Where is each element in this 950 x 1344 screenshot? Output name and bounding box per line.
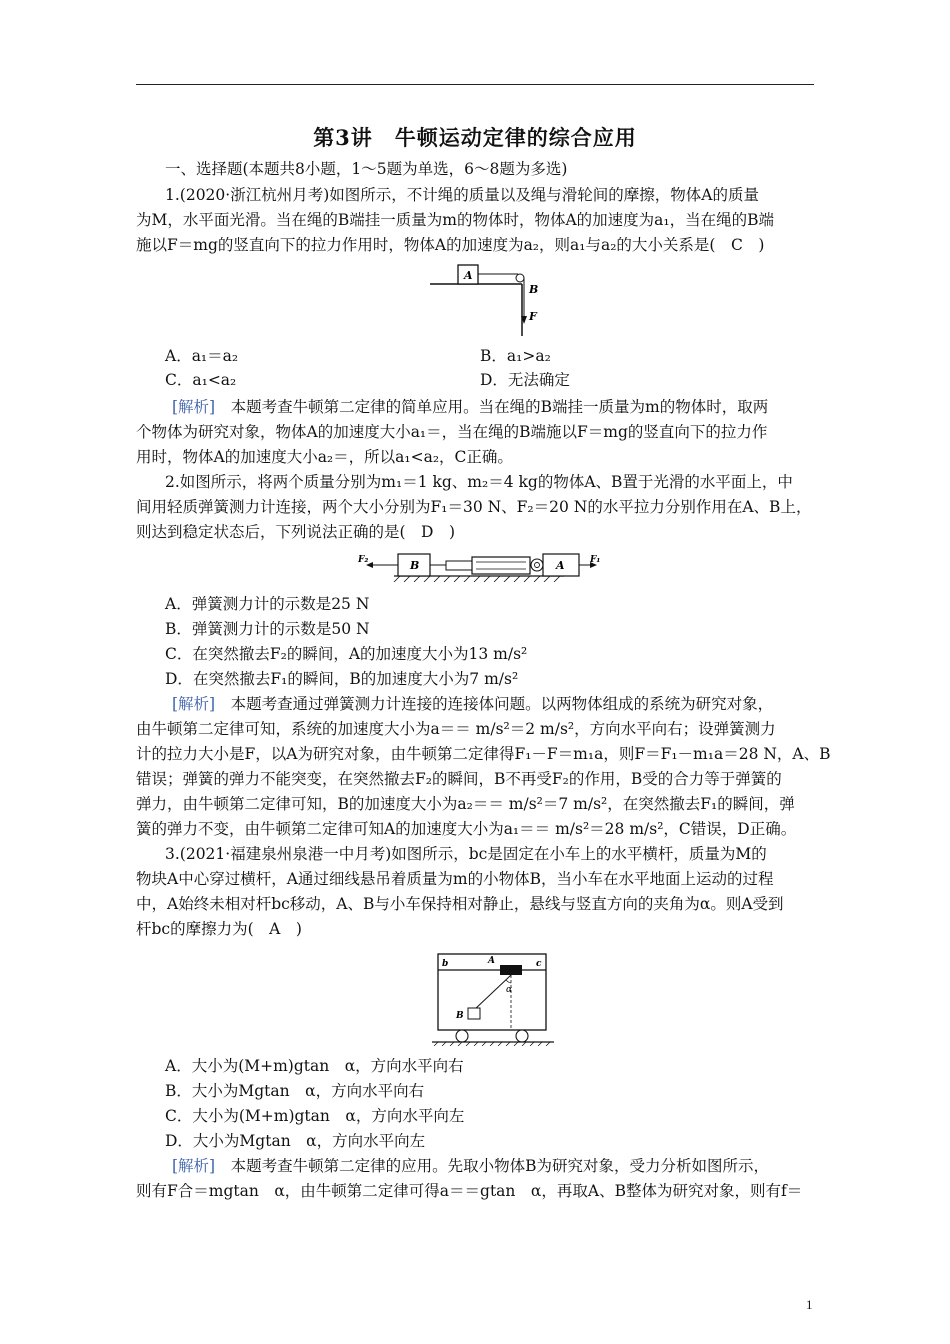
q1-option: A．a₁＝a₂	[165, 347, 239, 365]
q2-line: 2.如图所示，将两个质量分别为m₁＝1 kg、m₂＝4 kg的物体A、B置于光滑的水平面上，中	[165, 473, 793, 491]
q3-analysis: 则有F合＝mgtan α，由牛顿第二定律可得a＝＝gtan α，再取A、B整体为研究对象，则有f＝	[136, 1182, 803, 1200]
pulley	[516, 274, 524, 282]
q3-line: 中，A始终未相对杆bc移动，A、B与小车保持相对静止，悬线与竖直方向的夹角为α。则A受到	[136, 895, 784, 913]
q1-option: C．a₁<a₂	[165, 371, 237, 389]
q2-analysis: [解析] 本题考查通过弹簧测力计连接的连接体问题。以两物体组成的系统为研究对象，	[172, 695, 774, 713]
q3-option: A．大小为(M+m)gtan α，方向水平向右	[165, 1057, 464, 1075]
q1-line: 为M，水平面光滑。当在绳的B端挂一质量为m的物体时，物体A的加速度为a₁，当在绳的B端	[136, 211, 775, 229]
q1-analysis: 个物体为研究对象，物体A的加速度大小a₁＝，当在绳的B端施以F＝mg的竖直向下的拉力作	[136, 423, 768, 441]
q1-option: D．无法确定	[480, 371, 570, 389]
header-rule	[136, 84, 814, 85]
wheel	[516, 1030, 528, 1042]
q2-analysis: 错误；弹簧的弹力不能突变，在突然撤去F₂的瞬间，B不再受F₂的作用，B受的合力等于弹簧的	[136, 770, 782, 788]
label-a: A	[464, 269, 473, 282]
q1-line: 1.(2020·浙江杭州月考)如图所示，不计绳的质量以及绳与滑轮间的摩擦，物体A的质量	[165, 186, 759, 204]
section-heading: 一、选择题(本题共8小题，1～5题为单选，6～8题为多选)	[165, 160, 568, 178]
q3-option: D．大小为Mgtan α，方向水平向左	[165, 1132, 426, 1150]
label-alpha: α	[506, 985, 513, 995]
analysis-tag: [解析]	[172, 398, 216, 416]
q2-figure	[354, 548, 604, 582]
label-bb: B	[456, 1011, 464, 1021]
q2-line: 间用轻质弹簧测力计连接，两个大小分别为F₁＝30 N、F₂＝20 N的水平拉力分别作用在A、B上，	[136, 498, 812, 516]
q2-option: A．弹簧测力计的示数是25 N	[165, 595, 370, 613]
label-c: c	[536, 959, 542, 969]
label-b: b	[442, 959, 449, 969]
label-f2: F₂	[358, 555, 369, 565]
q1-figure	[428, 258, 578, 340]
q2-line: 则达到稳定状态后，下列说法正确的是( D )	[136, 523, 456, 541]
spring-scale-body	[472, 557, 530, 574]
block-a	[500, 965, 522, 975]
label-b: B	[529, 283, 539, 296]
q2-analysis: 计的拉力大小是F，以A为研究对象，由牛顿第二定律得F₁－F＝m₁a，则F＝F₁－m₁a＝28 N，A、B	[136, 745, 831, 763]
page-number: 1	[806, 1297, 813, 1312]
analysis-tag: [解析]	[172, 1157, 216, 1175]
label-a: A	[556, 559, 565, 572]
page-title: 第3讲 牛顿运动定律的综合应用	[313, 125, 637, 150]
analysis-tag: [解析]	[172, 695, 216, 713]
q2-option: B．弹簧测力计的示数是50 N	[165, 620, 370, 638]
q3-line: 3.(2021·福建泉州泉港一中月考)如图所示，bc是固定在小车上的水平横杆，质量为M的	[165, 845, 767, 863]
q3-analysis: [解析] 本题考查牛顿第二定律的应用。先取小物体B为研究对象，受力分析如图所示，	[172, 1157, 770, 1175]
q3-figure	[430, 950, 556, 1046]
q2-option: C．在突然撤去F₂的瞬间，A的加速度大小为13 m/s²	[165, 645, 528, 663]
q3-option: B．大小为Mgtan α，方向水平向右	[165, 1082, 425, 1100]
label-f: F	[529, 310, 537, 323]
q1-option: B．a₁>a₂	[480, 347, 551, 365]
q1-analysis: 用时，物体A的加速度大小a₂＝，所以a₁<a₂，C正确。	[136, 448, 513, 466]
q3-line: 杆bc的摩擦力为( A )	[136, 920, 302, 938]
wheel	[456, 1030, 468, 1042]
q1-analysis: [解析] 本题考查牛顿第二定律的简单应用。当在绳的B端挂一质量为m的物体时，取两	[172, 398, 769, 416]
block-b	[468, 1008, 480, 1019]
q3-option: C．大小为(M+m)gtan α，方向水平向左	[165, 1107, 465, 1125]
label-a: A	[488, 956, 495, 966]
q2-analysis: 弹力，由牛顿第二定律可知，B的加速度大小为a₂＝＝ m/s²＝7 m/s²，在突然撤去F₁的瞬间，弹	[136, 795, 795, 813]
q2-option: D．在突然撤去F₁的瞬间，B的加速度大小为7 m/s²	[165, 670, 519, 688]
q1-line: 施以F＝mg的竖直向下的拉力作用时，物体A的加速度为a₂，则a₁与a₂的大小关系是( C )	[136, 236, 765, 254]
label-f1: F₁	[590, 555, 601, 565]
label-b: B	[410, 559, 420, 572]
q2-analysis: 簧的弹力不变，由牛顿第二定律可知A的加速度大小为a₁＝＝ m/s²＝28 m/s²，C错误，D正确。	[136, 820, 797, 838]
q3-line: 物块A中心穿过横杆，A通过细线悬吊着质量为m的小物体B，当小车在水平地面上运动的过程	[136, 870, 774, 888]
q2-analysis: 由牛顿第二定律可知，系统的加速度大小为a＝＝ m/s²＝2 m/s²，方向水平向右；设弹簧测力	[136, 720, 776, 738]
